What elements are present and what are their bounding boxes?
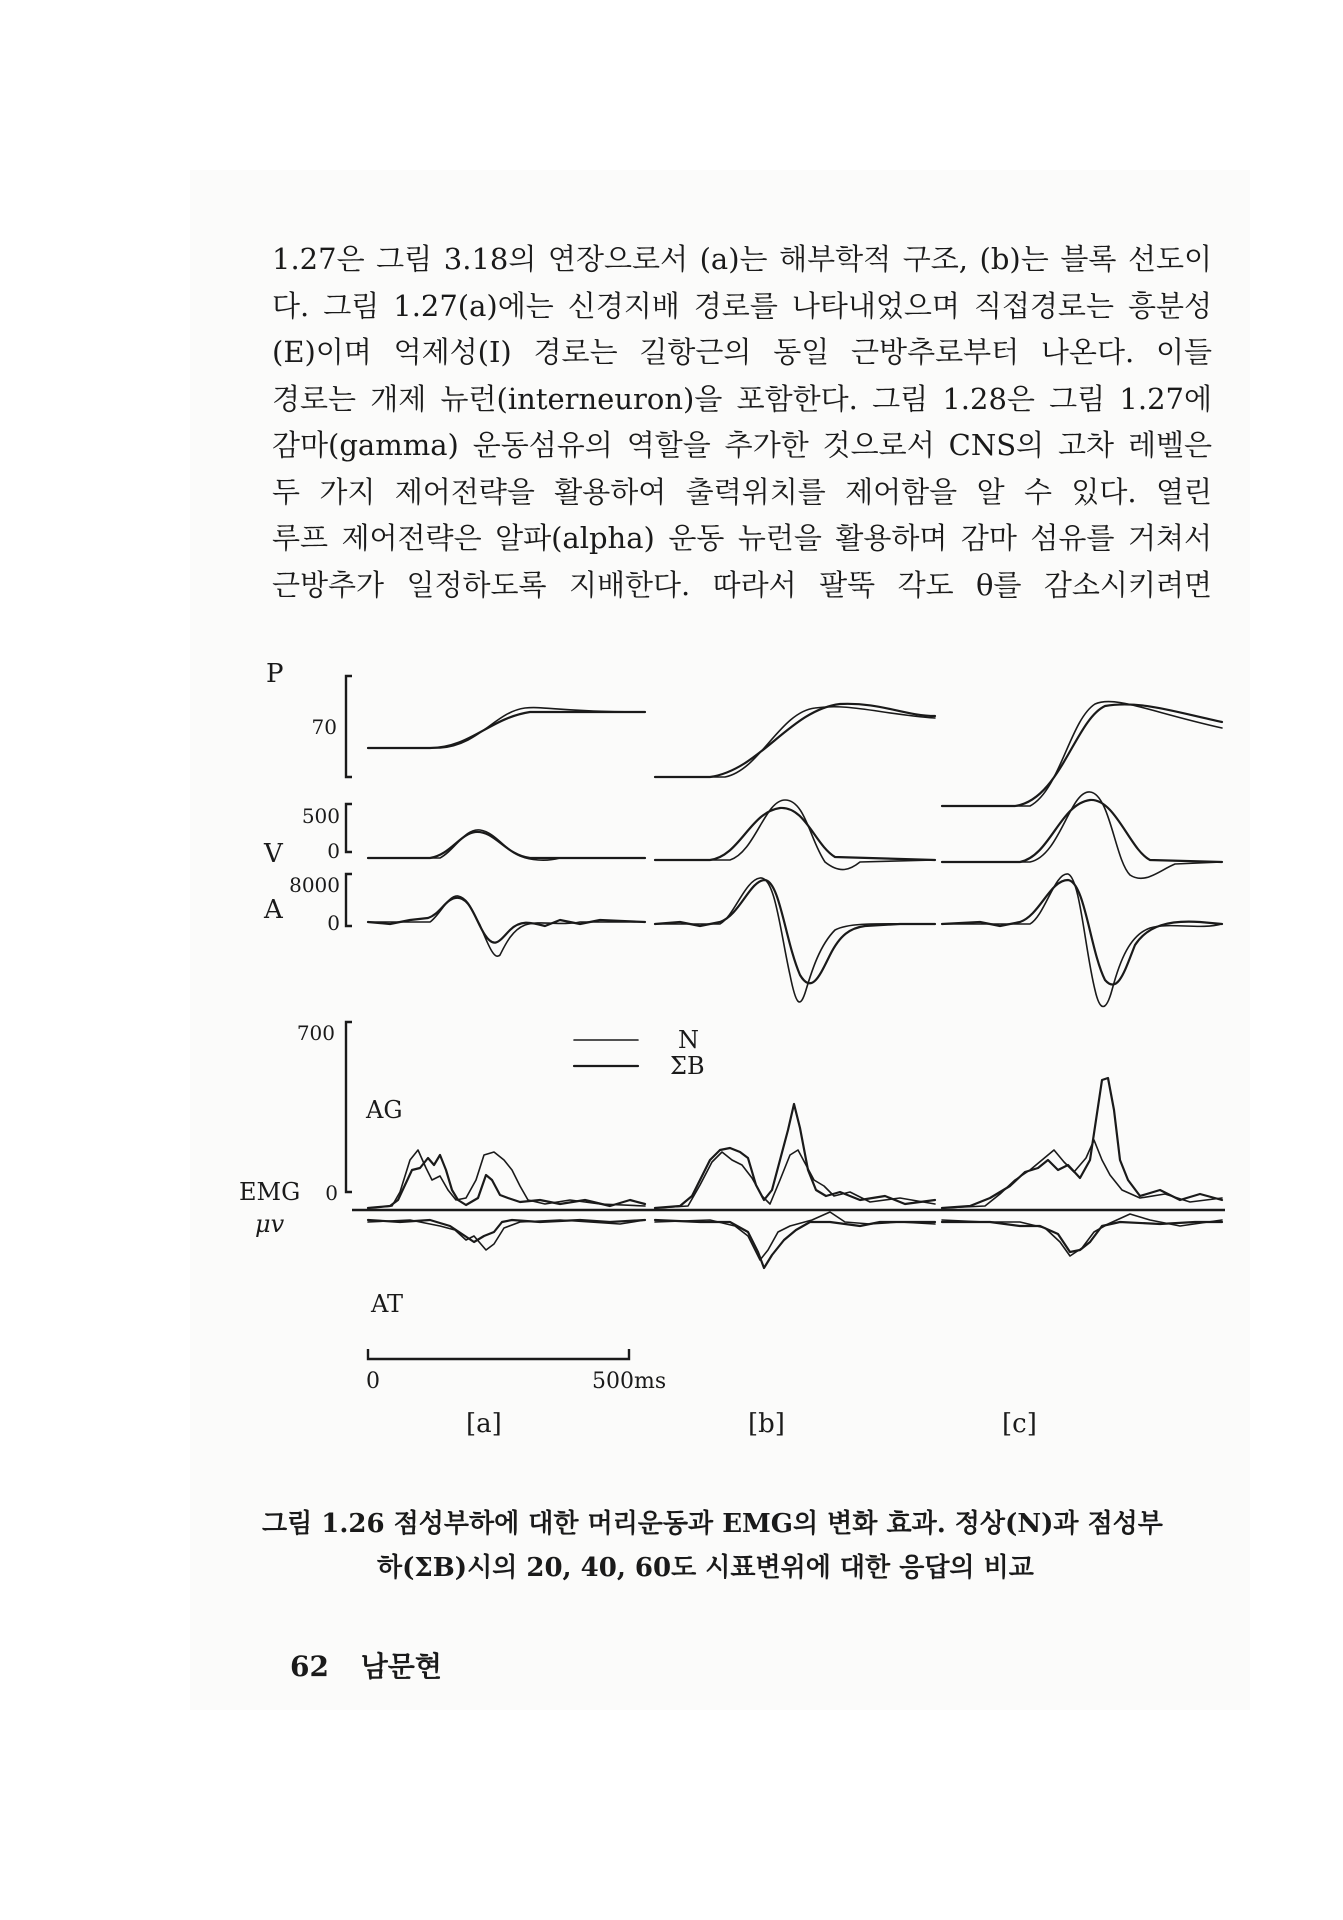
velocity-zero: 0 [327, 839, 340, 863]
emg-zero: 0 [325, 1181, 338, 1205]
agonist-label: AG [366, 1096, 403, 1124]
position-letter: P [266, 659, 284, 689]
position-scale-bar [346, 676, 352, 777]
text-line: 루프 제어전략은 알파(alpha) 운동 뉴런을 활용하며 감마 섬유를 거쳐서 [272, 521, 1212, 555]
acceleration-zero: 0 [327, 911, 340, 935]
antagonist-label: AT [371, 1290, 404, 1318]
text-line: 1.27은 그림 3.18의 연장으로서 (a)는 해부학적 구조, (b)는 블록 선도이 [272, 242, 1212, 276]
acceleration-trace-c-n [942, 874, 1222, 1007]
velocity-traces [368, 792, 1222, 878]
antagonist-emg-b-n [655, 1212, 935, 1260]
author-name: 남문현 [360, 1650, 442, 1683]
legend [574, 1026, 705, 1080]
page-number: 62 [290, 1650, 329, 1683]
velocity-scale-value: 500 [301, 804, 340, 828]
condition-label-c: [c] [1002, 1409, 1037, 1439]
velocity-letter: V [264, 839, 283, 869]
position-scale-value: 70 [311, 715, 337, 739]
antagonist-emg-traces [368, 1212, 1222, 1268]
velocity-trace-a-n [368, 830, 645, 860]
text-line: 감마(gamma) 운동섬유의 역할을 추가한 것으로서 CNS의 고차 레벨은 [272, 428, 1212, 462]
position-trace-a-sb [368, 712, 645, 748]
text-line: 근방추가 일정하도록 지배한다. 따라서 팔뚝 각도 θ를 감소시키려면 [272, 567, 1212, 602]
caption-line-1: 그림 1.26 점성부하에 대한 머리운동과 EMG의 변화 효과. 정상(N)과 점성부 [262, 1509, 1163, 1539]
velocity-trace-b-sb [655, 808, 935, 860]
acceleration-trace-a-n [368, 896, 645, 956]
agonist-emg-a-n [368, 1150, 645, 1208]
agonist-emg-traces [368, 1078, 1222, 1208]
velocity-trace-c-sb [942, 800, 1222, 862]
velocity-scale-bar [346, 804, 352, 852]
agonist-emg-c-sb [942, 1078, 1222, 1208]
legend-label-sb: ΣB [670, 1052, 705, 1080]
antagonist-emg-b-sb [655, 1220, 935, 1268]
acceleration-trace-c-sb [942, 880, 1222, 985]
agonist-emg-b-n [655, 1150, 935, 1208]
acceleration-trace-b-n [655, 878, 935, 1002]
position-traces [368, 702, 1222, 806]
time-scale-end: 500ms [592, 1369, 667, 1394]
acceleration-letter: A [264, 895, 283, 925]
emg-scale-bar [346, 1022, 352, 1192]
text-line: 두 가지 제어전략을 활용하여 출력위치를 제어함을 알 수 있다. 열린 [272, 474, 1212, 509]
velocity-trace-a-sb [368, 832, 645, 858]
time-scale-bar [366, 1349, 666, 1394]
position-trace-a-n [368, 708, 645, 748]
page-footer [290, 1645, 442, 1685]
time-scale-line [368, 1349, 629, 1359]
acceleration-trace-b-sb [655, 880, 935, 983]
position-trace-c-n [942, 702, 1222, 806]
condition-label-b: [b] [748, 1409, 785, 1439]
emg-scale-value: 700 [296, 1021, 335, 1045]
figure-caption [262, 1502, 1222, 1590]
text-line: 경로는 개제 뉴런(interneuron)을 포함한다. 그림 1.28은 그림 1.27에 [272, 381, 1212, 416]
condition-label-a: [a] [466, 1409, 502, 1439]
position-trace-b-n [655, 707, 935, 777]
acceleration-traces [368, 874, 1222, 1007]
caption-line-2: 하(ΣB)시의 20, 40, 60도 시표변위에 대한 응답의 비교 [377, 1553, 1034, 1583]
text-line: (E)이며 억제성(I) 경로는 길항근의 동일 근방추로부터 나온다. 이들 [272, 335, 1212, 369]
emg-label: EMG [239, 1178, 301, 1206]
legend-label-n: N [678, 1026, 699, 1054]
time-scale-start: 0 [366, 1369, 380, 1394]
acceleration-trace-a-sb [368, 898, 645, 943]
text-line: 다. 그림 1.27(a)에는 신경지배 경로를 나타내었으며 직접경로는 흥분성 [272, 288, 1212, 323]
position-trace-b-sb [655, 704, 935, 777]
antagonist-emg-a-n [368, 1220, 645, 1250]
acceleration-scale-value: 8000 [289, 873, 340, 897]
acceleration-scale-bar [346, 874, 352, 926]
emg-unit: μv [255, 1210, 285, 1238]
agonist-emg-b-sb [655, 1104, 935, 1208]
